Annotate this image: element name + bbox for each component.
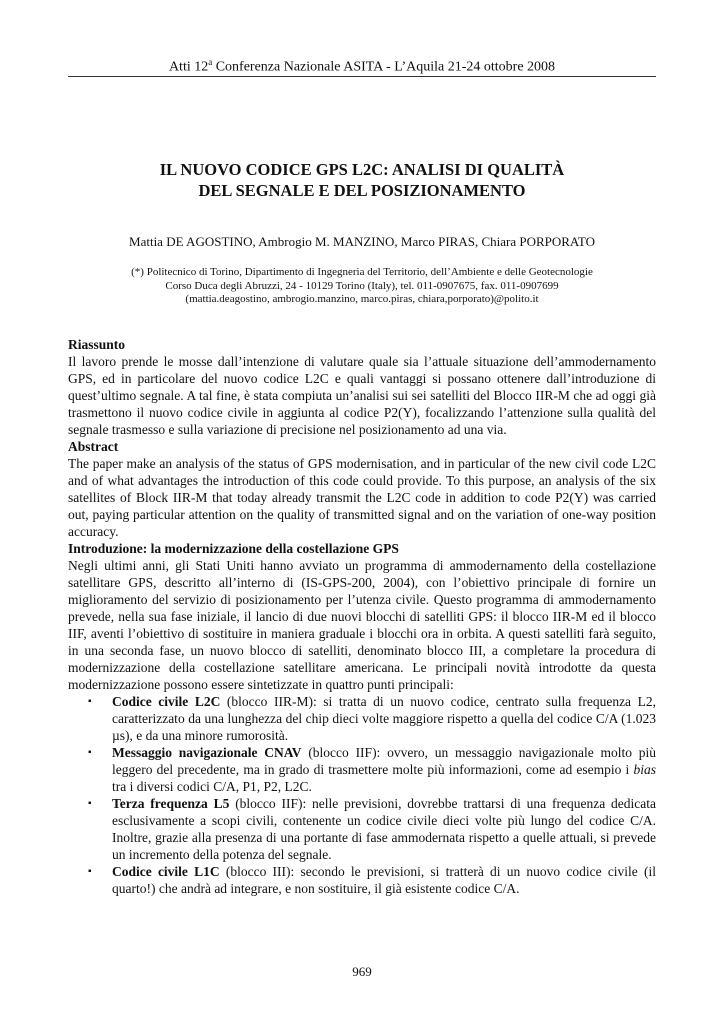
item-term: Codice civile L2C <box>112 694 221 709</box>
item-description: (blocco III): secondo le previsioni, si tratterà di un nuovo codice civile (il quarto!) che andrà ad integrare, e non sostituire, il già esistente codice C/A. <box>112 864 657 896</box>
bullet-square-icon: ▪ <box>88 696 92 707</box>
list-item <box>68 744 656 795</box>
bullet-square-icon: ▪ <box>88 747 92 758</box>
list-item <box>68 863 656 897</box>
list-item <box>68 693 656 744</box>
body-text <box>68 336 656 897</box>
bullet-square-icon: ▪ <box>88 798 92 809</box>
bullet-square-icon: ▪ <box>88 866 92 877</box>
intro-paragraph: Negli ultimi anni, gli Stati Uniti hanno avviato un programma di ammodernamento della costellazione satellitare GPS, descritto all’interno di (IS-GPS-200, 2004), con l’obiettivo principale di fornire un miglioramento del servizio di posizionamento per l’utenza civile. Questo programma di ammodernamento prevede, nella sua fase iniziale, il lancio di due nuovi blocchi di satelliti GPS: il blocco IIR-M ed il blocco IIF, aventi l’obiettivo di sostituire in maniera graduale i blocchi ora in orbita. A questi satelliti farà seguito, in una seconda fase, un nuovo blocco di satelliti, denominato blocco III, a completare la procedura di modernizzazione della costellazione satellitare americana. Le principali novità introdotte da questa modernizzazione possono essere sintetizzate in quattro punti principali: <box>68 558 656 692</box>
item-description-end: tra i diversi codici C/A, P1, P2, L2C. <box>112 779 312 794</box>
item-description: (blocco IIF): ovvero, un messaggio navigazionale molto più leggero del precedente, ma in grado di trasmettere molte più informazioni, come ad esempio i <box>112 745 656 777</box>
title-line-2: DEL SEGNALE E DEL POSIZIONAMENTO <box>198 181 526 200</box>
modernization-list <box>68 693 656 897</box>
item-term: Codice civile L1C <box>112 864 220 879</box>
header-superscript: a <box>208 57 213 67</box>
paper-title <box>68 159 656 201</box>
title-line-1: IL NUOVO CODICE GPS L2C: ANALISI DI QUALITÀ <box>159 160 565 179</box>
abstract-heading: Abstract <box>68 439 119 454</box>
intro-heading: Introduzione: la modernizzazione della costellazione GPS <box>68 541 399 556</box>
affiliation-line-1: (*) Politecnico di Torino, Dipartimento di Ingegneria del Territorio, dell’Ambiente e delle Geotecnologie <box>131 266 593 278</box>
header-text-post: Conferenza Nazionale ASITA - L’Aquila 21-24 ottobre 2008 <box>212 59 556 75</box>
affiliation-line-2: Corso Duca degli Abruzzi, 24 - 10129 Torino (Italy), tel. 011-0907675, fax. 011-0907699 <box>165 279 559 292</box>
abstract-paragraph: The paper make an analysis of the status of GPS modernisation, and in particular of the new civil code L2C and of what advantages the introduction of this code could provide. To this purpose, an analysis of the six satellites of Block IIR-M that today already transmit the L2C code in addition to code P2(Y) was carried out, paying particular attention on the quality of transmitted signal and on the variation of one-way position accuracy. <box>68 456 656 539</box>
list-item <box>68 795 656 863</box>
riassunto-paragraph: Il lavoro prende le mosse dall’intenzione di valutare quale sia l’attuale situazione dell’ammodernamento GPS, ed in particolare del nuovo codice L2C e quali vantaggi si possano ottenere dall’introduzione di quest’ultimo segnale. A tal fine, è stata compiuta un’analisi sui sei satelliti del Blocco IIR-M che ad oggi già trasmettono il nuovo codice civile in aggiunta al codice P2(Y), focalizzando l’attenzione sulla qualità del segnale trasmesso e sulla variazione di precisione nel posizionamento ad una via. <box>68 354 656 437</box>
item-term: Terza frequenza L5 <box>112 796 230 811</box>
item-term: Messaggio navigazionale CNAV <box>112 745 302 760</box>
header-rule <box>68 76 656 77</box>
affiliation-emails: (mattia.deagostino, ambrogio.manzino, marco.piras, chiara,porporato)@polito.it <box>185 293 539 305</box>
affiliation <box>68 266 656 307</box>
item-description: (blocco IIF): nelle previsioni, dovrebbe trattarsi di una frequenza dedicata esclusivamente a scopi civili, contenente un codice civile dieci volte più lungo del codice C/A. Inoltre, grazie alla presenza di una portante di fase ammodernata rispetto a quelle attuali, si prevede un incremento della potenza del segnale. <box>112 796 656 862</box>
item-description: (blocco IIR-M): si tratta di un nuovo codice, centrato sulla frequenza L2, caratterizzato da una lunghezza del chip dieci volte maggiore rispetto a quella del codice C/A (1.023 µs), e da una minore rumorosità. <box>112 694 656 743</box>
running-header <box>68 53 656 77</box>
header-text-pre: Atti 12 <box>168 59 209 75</box>
page-number: 969 <box>352 964 372 979</box>
riassunto-heading: Riassunto <box>68 337 126 352</box>
item-italic-term: bias <box>633 762 656 777</box>
author-list: Mattia DE AGOSTINO, Ambrogio M. MANZINO, Marco PIRAS, Chiara PORPORATO <box>129 234 595 249</box>
